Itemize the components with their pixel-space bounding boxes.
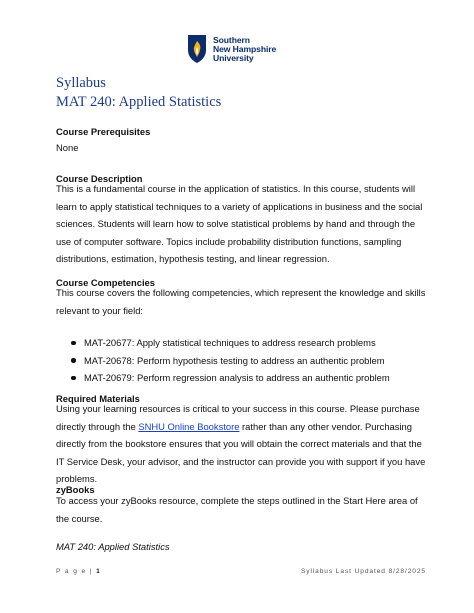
materials-text-before: Using your learning resources is critical to your success in this course. Please purchase directly through the xyxy=(56,403,420,432)
bookstore-link[interactable]: SNHU Online Bookstore xyxy=(138,420,240,432)
logo-line-1: Southern xyxy=(213,34,250,45)
materials-text xyxy=(56,400,426,488)
footer-last-updated: Syllabus Last Updated 8/28/2025 xyxy=(300,568,426,575)
zybooks-heading: zyBooks xyxy=(56,484,95,495)
footer-page-number: 1 xyxy=(96,568,102,575)
materials-text-after: rather than any other vendor. Purchasing directly from the bookstore ensures that you will obtain the correct materials and that the IT Service Desk, your advisor, and the instructor can provide you with support if you have problems. xyxy=(56,420,426,485)
footer-page xyxy=(56,568,101,575)
footer-page-label: P a g e | xyxy=(56,568,97,575)
materials-heading: Required Materials xyxy=(56,393,140,404)
prerequisites-heading: Course Prerequisites xyxy=(56,126,151,137)
competencies-heading: Course Competencies xyxy=(56,277,155,288)
description-heading: Course Description xyxy=(56,173,143,184)
competencies-list xyxy=(56,334,436,387)
syllabus-title: Syllabus xyxy=(56,75,106,91)
snhu-logo xyxy=(186,32,276,66)
course-title: MAT 240: Applied Statistics xyxy=(56,94,222,110)
competencies-intro: This course covers the following competencies, which represent the knowledge and skills relevant to your field: xyxy=(56,287,426,316)
course-name-italic: MAT 240: Applied Statistics xyxy=(56,541,170,552)
prerequisites-value: None xyxy=(56,142,79,153)
competency-item: MAT-20677: Apply statistical techniques to address research problems xyxy=(56,334,436,352)
logo-wordmark xyxy=(213,36,276,63)
competency-item: MAT-20678: Perform hypothesis testing to address an authentic problem xyxy=(56,352,436,370)
logo-line-3: University xyxy=(213,52,254,63)
description-text: This is a fundamental course in the application of statistics. In this course, students will learn to apply statistical techniques to a variety of applications in business and the social sciences. Students will learn how to solve statistical problems by hand and through the use of computer software. Topics include probability distribution functions, sampling distributions, estimation, hypothesis testing, and linear regression. xyxy=(56,183,423,265)
competency-item: MAT-20679: Perform regression analysis to address an authentic problem xyxy=(56,369,436,387)
logo-line-2: New Hampshire xyxy=(213,43,277,54)
zybooks-text: To access your zyBooks resource, complete the steps outlined in the Start Here area of the course. xyxy=(56,495,418,524)
page-footer xyxy=(56,568,426,580)
flame-shield-icon xyxy=(186,34,208,64)
